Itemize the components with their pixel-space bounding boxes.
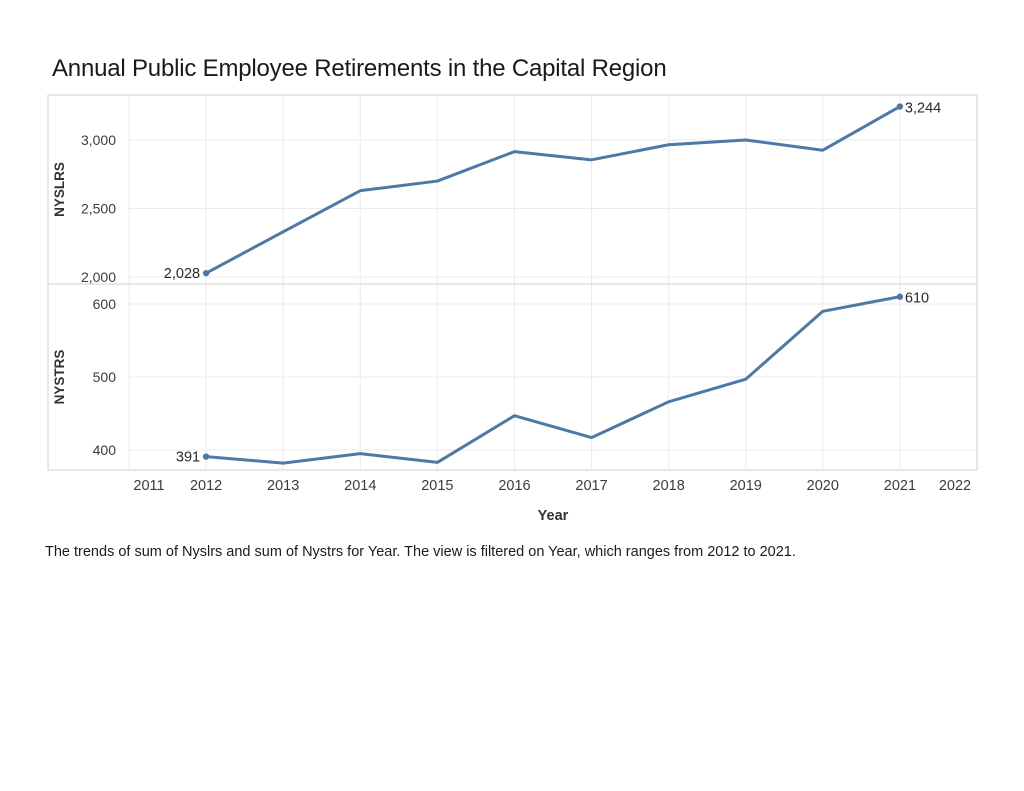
x-tick-label: 2022: [938, 478, 972, 494]
start-value-label: 391: [175, 449, 201, 466]
endpoint-marker: [897, 103, 903, 109]
x-tick-label: 2017: [575, 478, 608, 494]
y-axis-title-nystrs: NYSTRS: [52, 349, 67, 405]
x-tick-label: 2019: [729, 478, 762, 494]
y-tick-label: 3,000: [80, 131, 116, 148]
x-tick-label: 2013: [267, 478, 300, 494]
y-tick-label: 400: [92, 441, 116, 458]
end-value-label: 3,244: [904, 100, 942, 117]
chart-caption: The trends of sum of Nyslrs and sum of Nystrs for Year. The view is filtered on Year, which ranges from 2012 to 2021.: [45, 544, 796, 560]
y-tick-label: 600: [92, 296, 116, 313]
series-line-nyslrs: [206, 107, 900, 274]
x-tick-label: 2021: [883, 478, 917, 494]
x-tick-label: 2015: [421, 478, 454, 494]
y-tick-label: 2,500: [80, 200, 116, 217]
x-tick-label: 2014: [344, 478, 377, 494]
x-tick-label: 2012: [189, 478, 223, 494]
endpoint-marker: [203, 270, 209, 276]
start-value-label: 2,028: [163, 266, 201, 283]
y-axis-title-nyslrs: NYSLRS: [52, 162, 67, 217]
x-tick-label: 2020: [806, 478, 839, 494]
endpoint-marker: [203, 453, 209, 459]
series-line-nystrs: [206, 297, 900, 463]
y-tick-label: 500: [92, 369, 116, 385]
x-tick-label: 2011: [133, 478, 165, 494]
endpoint-marker: [897, 294, 903, 300]
x-axis-title: Year: [537, 508, 569, 524]
chart-title: Annual Public Employee Retirements in the Capital Region: [52, 55, 667, 82]
y-tick-label: 2,000: [80, 269, 116, 286]
x-tick-label: 2018: [652, 478, 685, 494]
x-tick-label: 2016: [498, 478, 531, 494]
end-value-label: 610: [904, 290, 930, 307]
